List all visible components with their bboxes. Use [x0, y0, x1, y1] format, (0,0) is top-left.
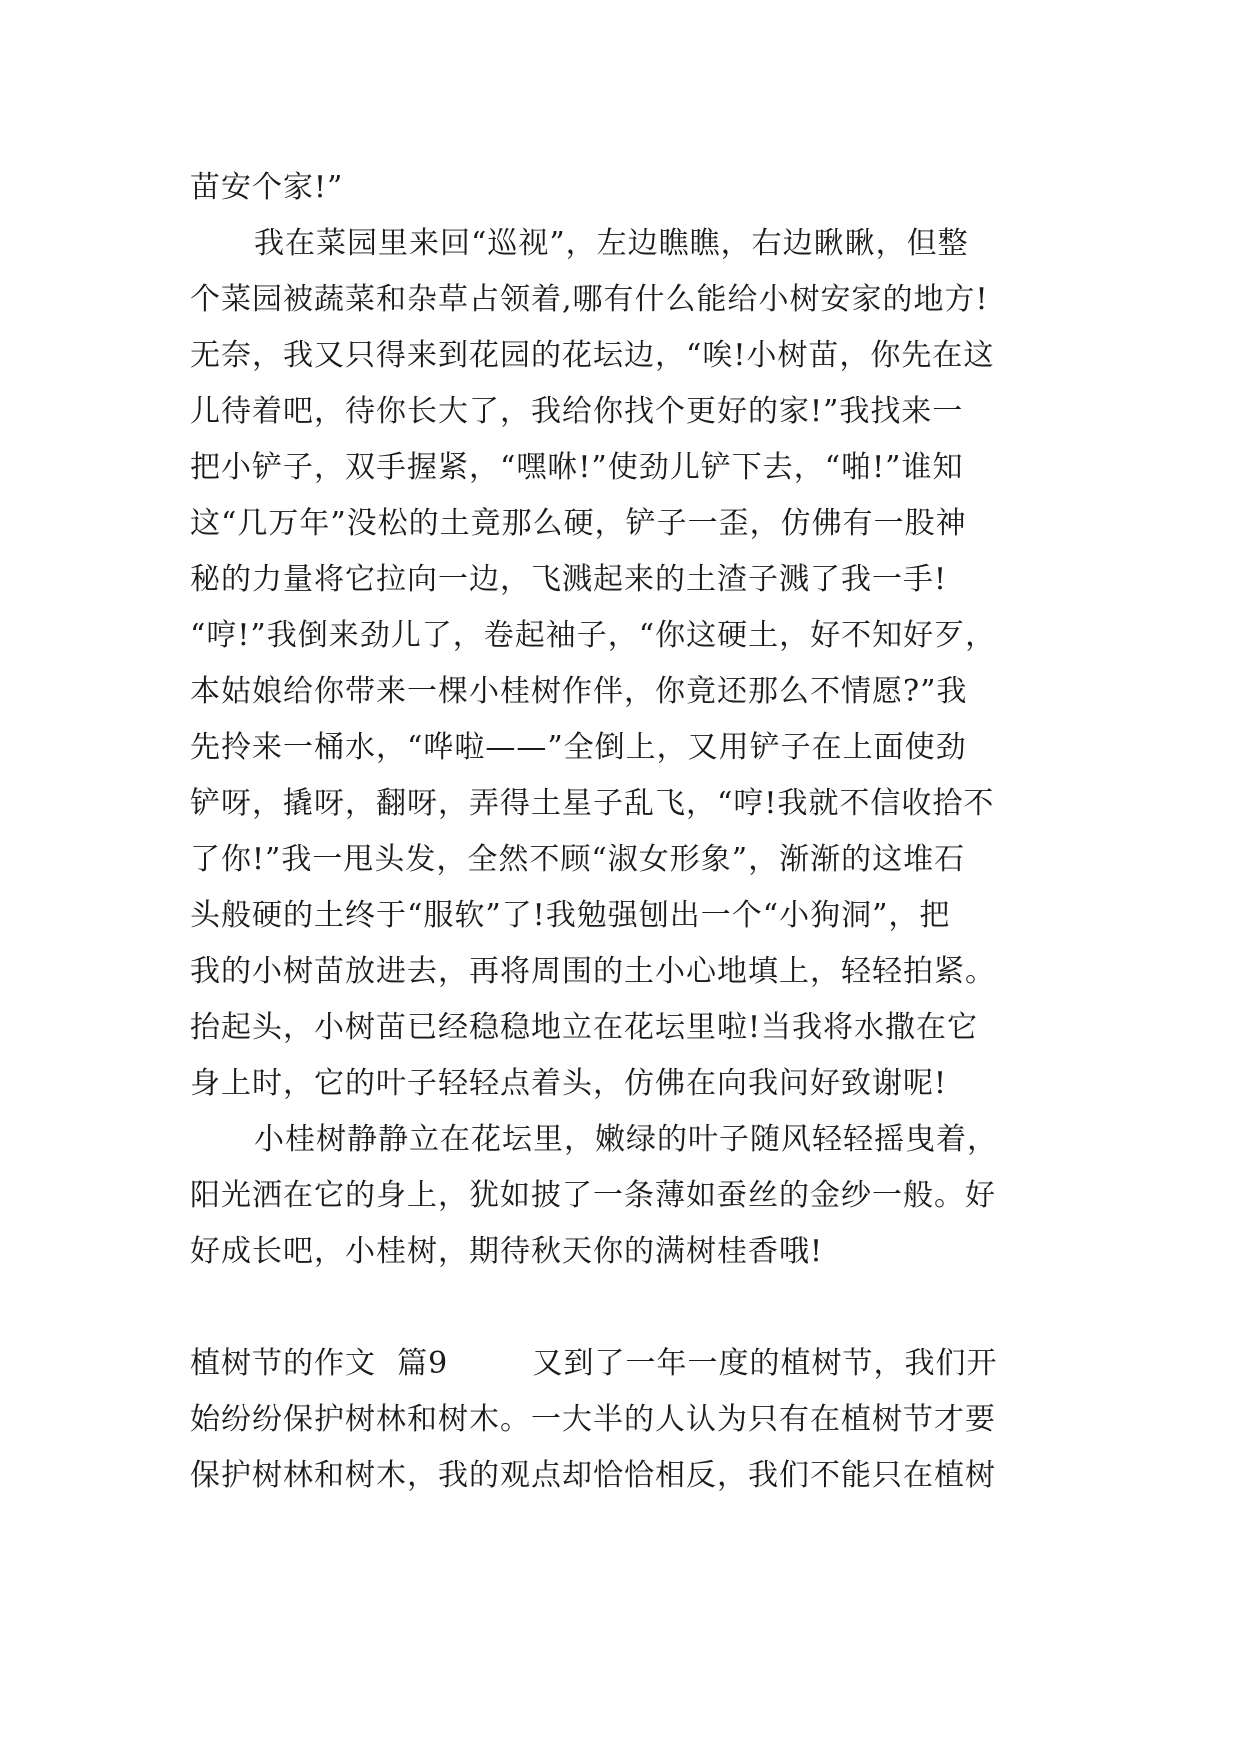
paragraph-start-line: 小桂树静静立在花坛里，嫩绿的叶子随风轻轻摇曳着， — [254, 1122, 998, 1157]
text-line: 了你!”我一甩头发，全然不顾“淑女形象”，渐渐的这堆石 — [190, 842, 966, 877]
text-line: 始纷纷保护树林和树木。一大半的人认为只有在植树节才要 — [190, 1402, 996, 1437]
text-line: 抬起头，小树苗已经稳稳地立在花坛里啦!当我将水撒在它 — [190, 1010, 979, 1045]
paragraph-gap — [190, 1280, 1060, 1336]
text-line: 我的小树苗放进去，再将周围的土小心地填上，轻轻拍紧。 — [190, 954, 996, 989]
section-heading-line: 植树节的作文 篇9 又到了一年一度的植树节，我们开 — [190, 1346, 998, 1381]
text-line: 秘的力量将它拉向一边，飞溅起来的土渣子溅了我一手! — [190, 562, 948, 597]
text-line: 这“几万年”没松的土竟那么硬，铲子一歪，仿佛有一股神 — [190, 506, 967, 541]
text-line: 阳光洒在它的身上，犹如披了一条薄如蚕丝的金纱一般。好 — [190, 1178, 996, 1213]
text-line: 个菜园被蔬菜和杂草占领着,哪有什么能给小树安家的地方! — [190, 282, 989, 317]
body-text — [190, 160, 1060, 1504]
text-line: 无奈，我又只得来到花园的花坛边，“唉!小树苗，你先在这 — [190, 338, 995, 373]
text-line: “哼!”我倒来劲儿了，卷起袖子，“你这硬土，好不知好歹， — [190, 618, 997, 653]
text-line: 好成长吧，小桂树，期待秋天你的满树桂香哦! — [190, 1234, 824, 1269]
text-line: 儿待着吧，待你长大了，我给你找个更好的家!”我找来一 — [190, 394, 964, 429]
text-line: 保护树林和树木，我的观点却恰恰相反，我们不能只在植树 — [190, 1458, 996, 1493]
text-line: 本姑娘给你带来一棵小桂树作伴，你竟还那么不情愿?”我 — [190, 674, 968, 709]
paragraph-start-line: 我在菜园里来回“巡视”，左边瞧瞧，右边瞅瞅，但整 — [254, 226, 969, 261]
text-line: 苗安个家!” — [190, 170, 344, 205]
text-line: 把小铲子，双手握紧，“嘿咻!”使劲儿铲下去，“啪!”谁知 — [190, 450, 964, 485]
text-line: 身上时，它的叶子轻轻点着头，仿佛在向我问好致谢呢! — [190, 1066, 948, 1101]
text-line: 先拎来一桶水，“哗啦——”全倒上，又用铲子在上面使劲 — [190, 730, 967, 765]
text-line: 铲呀，撬呀，翻呀，弄得土星子乱飞，“哼!我就不信收拾不 — [190, 786, 995, 821]
text-line: 头般硬的土终于“服软”了!我勉强刨出一个“小狗洞”，把 — [190, 898, 951, 933]
